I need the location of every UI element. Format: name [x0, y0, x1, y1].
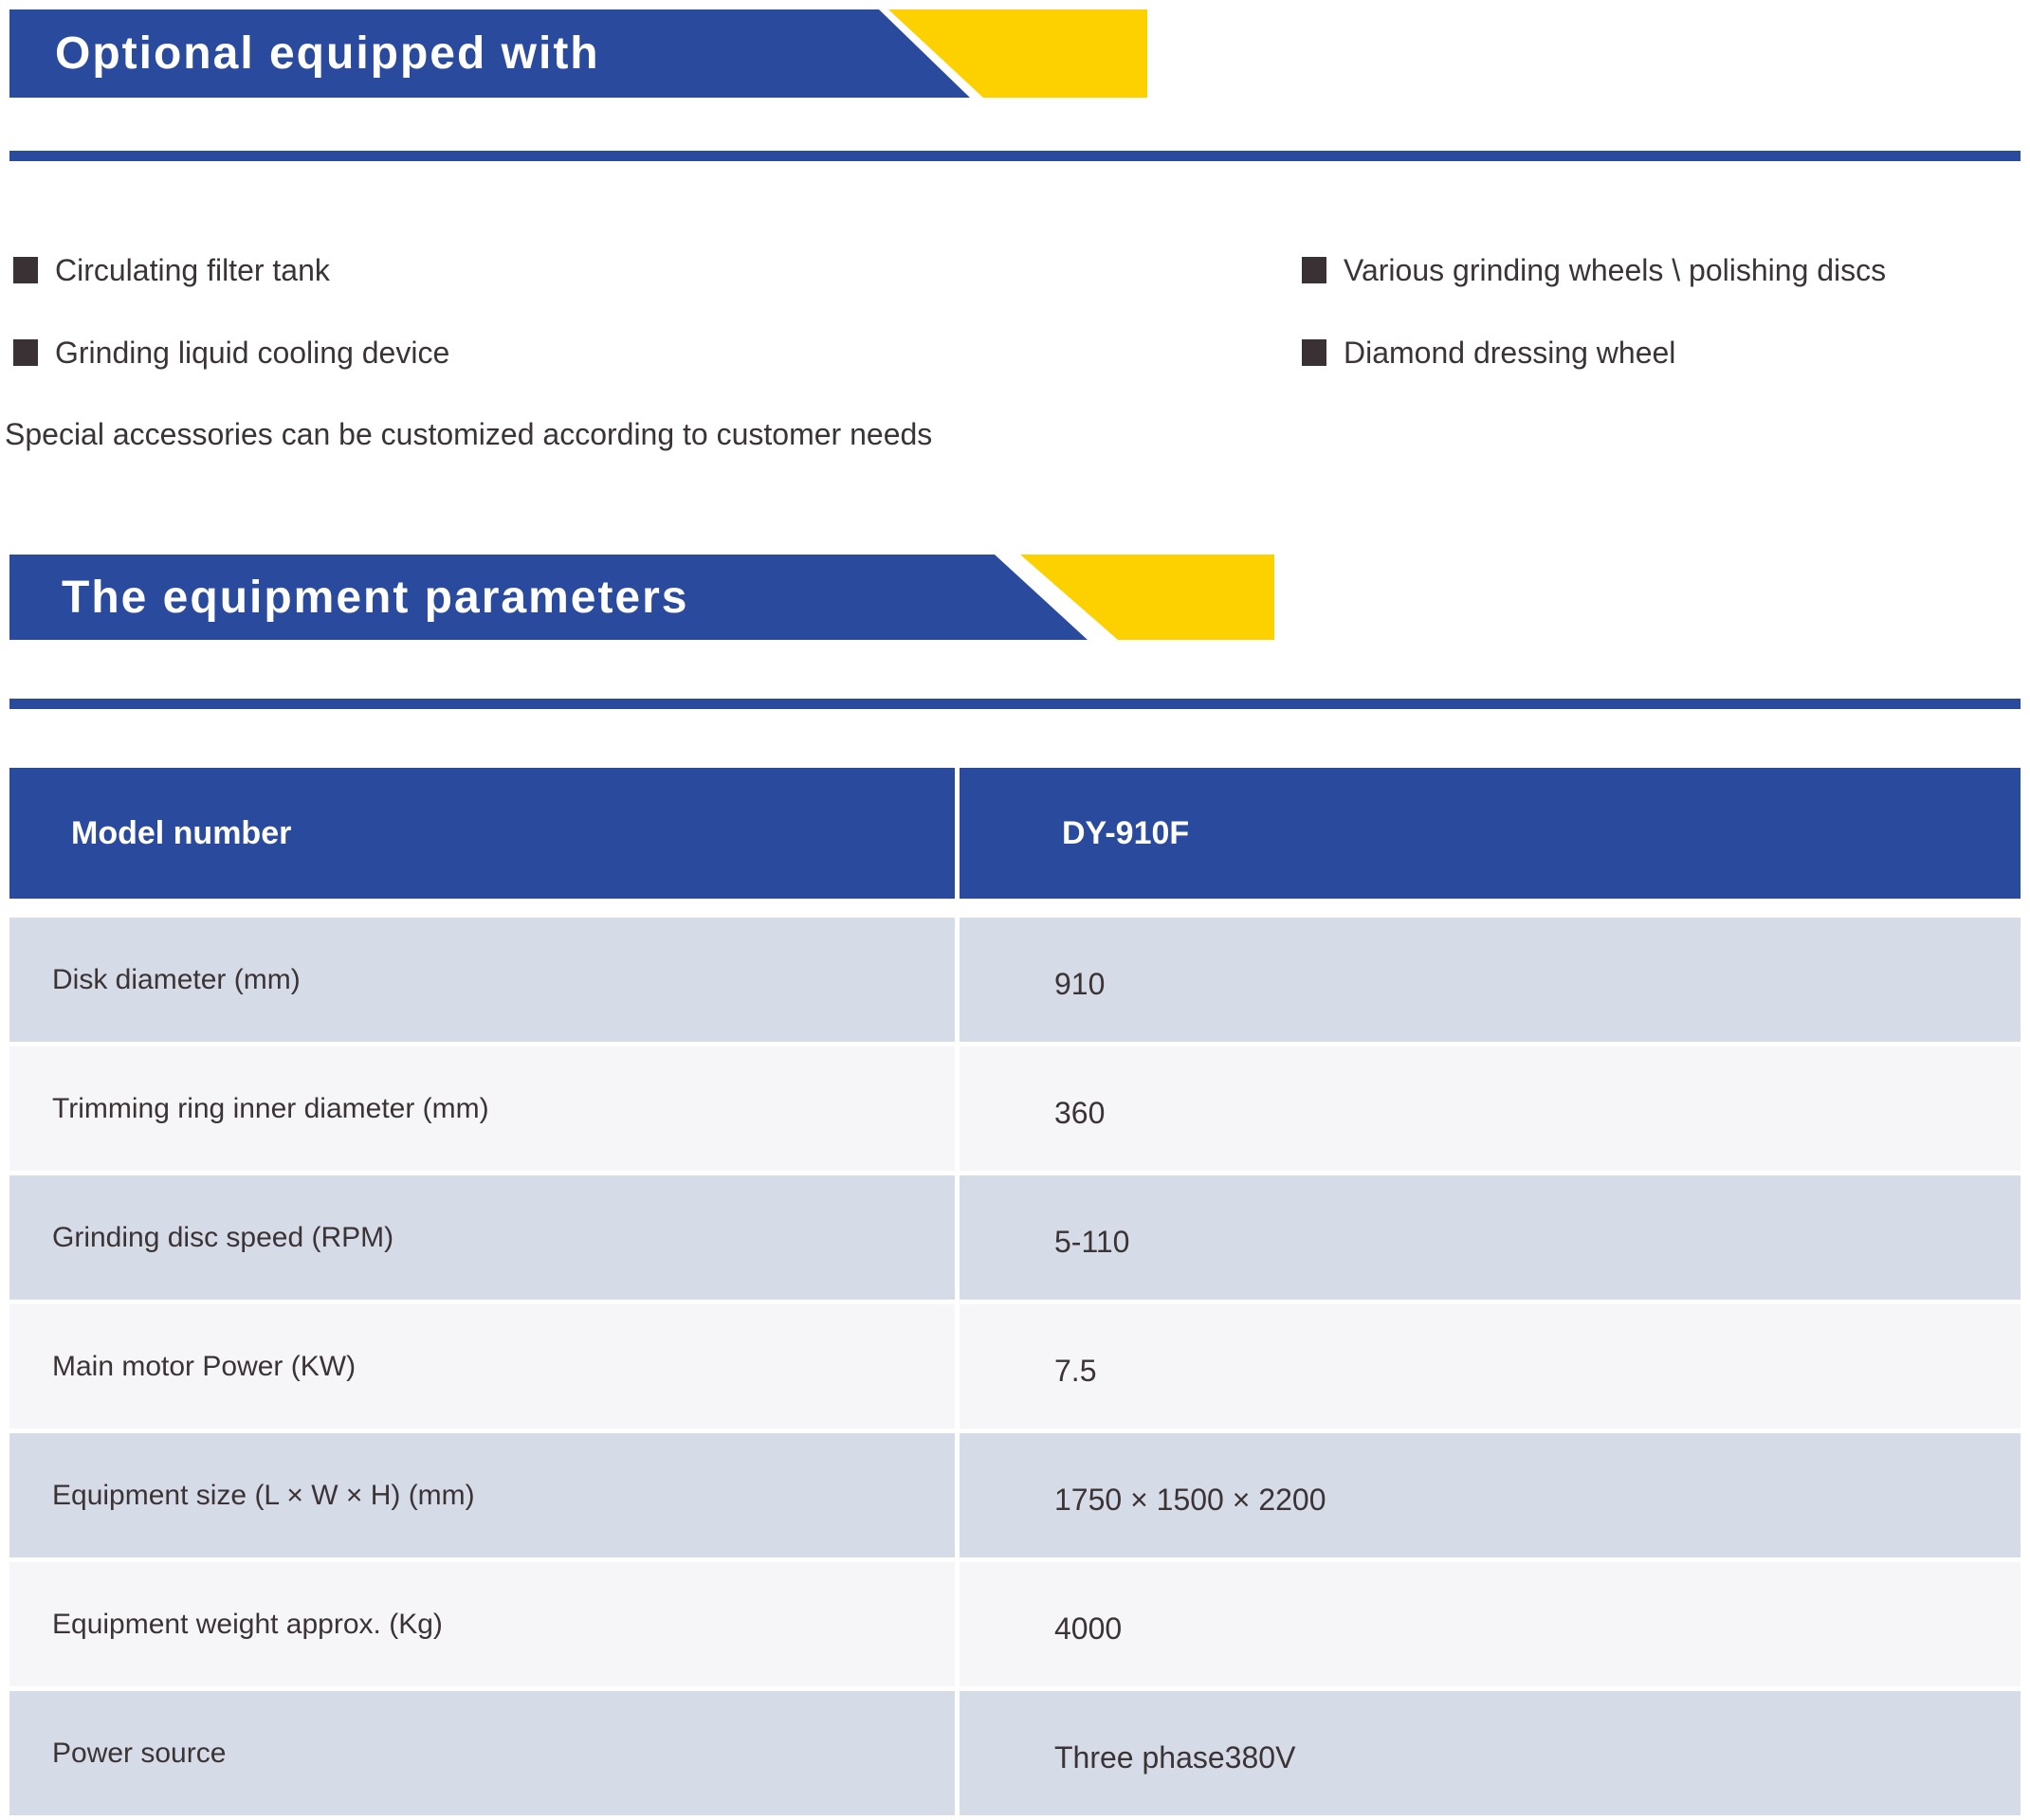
- row-value: 1750 × 1500 × 2200: [960, 1433, 2021, 1557]
- row-label: Equipment size (L × W × H) (mm): [9, 1433, 955, 1557]
- table-row: [9, 1046, 2021, 1171]
- list-item-label: Grinding liquid cooling device: [55, 335, 450, 370]
- list-item: [1302, 249, 1886, 291]
- row-value: Three phase380V: [960, 1691, 2021, 1815]
- row-label: Disk diameter (mm): [9, 918, 955, 1042]
- section-banner-optional: [9, 9, 1157, 98]
- row-value: 360: [960, 1046, 2021, 1171]
- list-item: [1302, 332, 1675, 373]
- table-header-model-value: DY-910F: [960, 768, 2021, 899]
- table-row: [9, 918, 2021, 1042]
- table-row: [9, 1562, 2021, 1686]
- section-title-parameters: The equipment parameters: [62, 572, 689, 623]
- bullet-square-icon: [13, 257, 38, 283]
- row-label: Grinding disc speed (RPM): [9, 1175, 955, 1300]
- table-row: [9, 1175, 2021, 1300]
- row-value: 910: [960, 918, 2021, 1042]
- row-value: 5-110: [960, 1175, 2021, 1300]
- table-row: [9, 1433, 2021, 1557]
- bullet-square-icon: [1302, 339, 1326, 366]
- customization-note: Special accessories can be customized according to customer needs: [5, 417, 933, 451]
- divider-rule: [9, 151, 2021, 161]
- list-item: [13, 249, 330, 291]
- list-item: [13, 332, 449, 373]
- list-item-label: Various grinding wheels \ polishing discs: [1344, 252, 1887, 287]
- table-row: [9, 1691, 2021, 1815]
- list-item-label: Circulating filter tank: [55, 252, 330, 287]
- section-banner-parameters: [9, 555, 1280, 640]
- table-header-row: [9, 768, 2021, 899]
- row-label: Equipment weight approx. (Kg): [9, 1562, 955, 1686]
- divider-rule: [9, 699, 2021, 709]
- bullet-square-icon: [1302, 257, 1326, 283]
- row-label: Power source: [9, 1691, 955, 1815]
- row-label: Trimming ring inner diameter (mm): [9, 1046, 955, 1171]
- row-label: Main motor Power (KW): [9, 1304, 955, 1429]
- section-title-optional: Optional equipped with: [55, 28, 600, 79]
- list-item-label: Diamond dressing wheel: [1344, 335, 1676, 370]
- row-value: 4000: [960, 1562, 2021, 1686]
- row-value: 7.5: [960, 1304, 2021, 1429]
- table-header-model-label: Model number: [9, 768, 955, 899]
- table-row: [9, 1304, 2021, 1429]
- bullet-square-icon: [13, 339, 38, 366]
